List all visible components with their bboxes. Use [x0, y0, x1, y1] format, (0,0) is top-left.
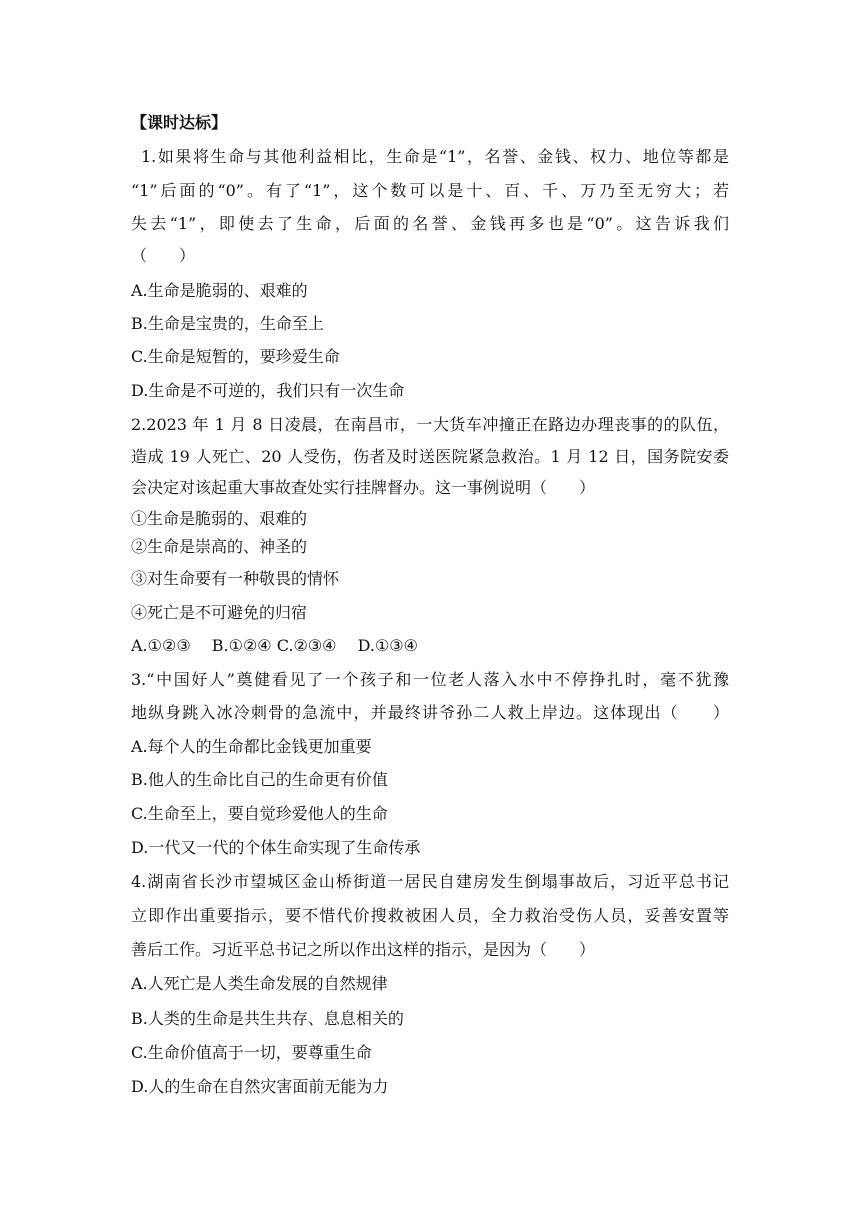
q2-options: A.①②③ B.①②④ C.②③④ D.①③④	[131, 636, 418, 655]
section-title: 【课时达标】	[131, 113, 228, 132]
q2-statement-4: ④死亡是不可避免的归宿	[131, 603, 308, 622]
q2-stem-line-2: 造成 19 人死亡、20 人受伤，伤者及时送医院紧急救治。1 月 12 日，国务院安委	[131, 447, 729, 466]
q2-statement-3: ③对生命要有一种敬畏的情怀	[131, 569, 340, 588]
q3-stem-line-2: 地纵身跳入冰冷刺骨的急流中，并最终讲爷孙二人救上岸边。这体现出（ ）	[131, 703, 729, 722]
q3-stem-line-1: 3.“中国好人”奠健看见了一个孩子和一位老人落入水中不停挣扎时，毫不犹豫	[131, 670, 729, 689]
q1-stem-line-3: 失去“1”，即使去了生命，后面的名誉、金钱再多也是“0”。这告诉我们	[131, 214, 729, 233]
q3-option-c: C.生命至上，要自觉珍爱他人的生命	[131, 804, 388, 823]
q1-stem-line-1: 1.如果将生命与其他利益相比，生命是“1”，名誉、金钱、权力、地位等都是	[141, 147, 729, 166]
q1-option-b: B.生命是宝贵的，生命至上	[131, 314, 324, 333]
q3-option-a: A.每个人的生命都比金钱更加重要	[131, 737, 372, 756]
q1-option-c: C.生命是短暂的，要珍爱生命	[131, 347, 340, 366]
q4-option-a: A.人死亡是人类生命发展的自然规律	[131, 974, 388, 993]
q2-stem-line-3: 会决定对该起重大事故查处实行挂牌督办。这一事例说明（ ）	[131, 478, 596, 497]
q4-option-c: C.生命价值高于一切，要尊重生命	[131, 1043, 372, 1062]
q3-option-d: D.一代又一代的个体生命实现了生命传承	[131, 838, 421, 857]
q1-option-d: D.生命是不可逆的，我们只有一次生命	[131, 381, 405, 400]
q4-option-d: D.人的生命在自然灾害面前无能为力	[131, 1077, 389, 1096]
q2-stem-line-1: 2.2023 年 1 月 8 日凌晨，在南昌市，一大货车冲撞正在路边办理丧事的的队伍，	[131, 415, 729, 434]
q4-stem-line-2: 立即作出重要指示，要不惜代价搜救被困人员，全力救治受伤人员，妥善安置等	[131, 906, 729, 925]
q2-statement-2: ②生命是崇高的、神圣的	[131, 537, 308, 556]
q2-statement-1: ①生命是脆弱的、艰难的	[131, 509, 308, 528]
q1-answer-bracket: （ ）	[131, 246, 196, 265]
q3-option-b: B.他人的生命比自己的生命更有价值	[131, 770, 388, 789]
q4-option-b: B.人类的生命是共生共存、息息相关的	[131, 1009, 404, 1028]
q4-stem-line-3: 善后工作。习近平总书记之所以作出这样的指示，是因为（ ）	[131, 940, 596, 959]
q1-stem-line-2: “1”后面的“0”。有了“1”，这个数可以是十、百、千、万乃至无穷大；若	[131, 181, 729, 200]
q1-option-a: A.生命是脆弱的、艰难的	[131, 281, 308, 300]
q4-stem-line-1: 4.湖南省长沙市望城区金山桥街道一居民自建房发生倒塌事故后，习近平总书记	[131, 872, 729, 891]
